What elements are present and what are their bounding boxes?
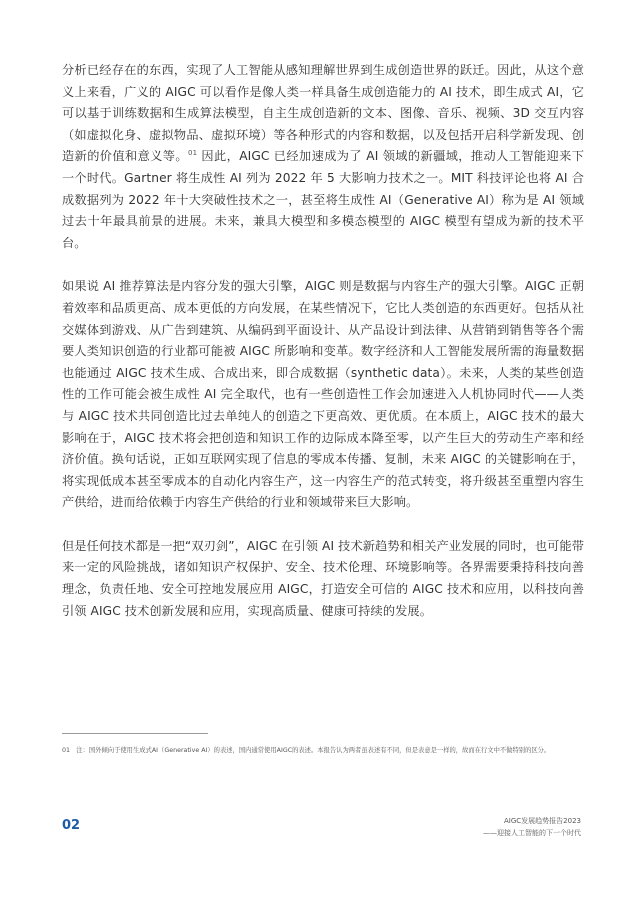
- paragraph-2: 如果说 AI 推荐算法是内容分发的强大引擎，AIGC 则是数据与内容生产的强大引擎。AIGC 正朝着效率和品质更高、成本更低的方向发展，在某些情况下，它比人类创造的东西更好。包括从社交媒体到游戏、从广告到建筑、从编码到平面设计、从产品设计到法律、从营销到销售等各个需要人类知识创造的行业都可能被 AIGC 所影响和变革。数字经济和人工智能发展所需的海量数据也能通过 AIGC 技术生成、合成出来，即合成数据（synthetic data）。未来，人类的某些创造性的工作可能会被生成性 AI 完全取代，也有一些创造性工作会加速进入人机协同时代——人类与 AIGC 技术共同创造比过去单纯人的创造之下更高效、更优质。在本质上，AIGC 技术的最大影响在于，AIGC 技术将会把创造和知识工作的边际成本降至零，以产生巨大的劳动生产率和经济价值。换句话说，正如互联网实现了信息的零成本传播、复制，未来 AIGC 的关键影响在于，将实现低成本甚至零成本的自动化内容生产，这一内容生产的范式转变，将升级甚至重塑内容生产供给，进而给依赖于内容生产供给的行业和领域带来巨大影响。: [62, 279, 584, 510]
- paragraph-1-text: 分析已经存在的东西，实现了人工智能从感知理解世界到生成创造世界的跃迁。因此，从这个意义上来看，广义的 AIGC 可以看作是像人类一样具备生成创造能力的 AI 技术，即生成式 AI，它可以基于训练数据和生成算法模型，自主生成创造新的文本、图像、音乐、视频、3D 交互内容（如虚拟化身、虚拟物品、虚拟环境）等各种形式的内容和数据，以及包括开启科学新发现、创造新的价值和意义等。: [62, 63, 584, 164]
- report-info: [483, 815, 581, 839]
- paragraph-1: [62, 60, 584, 254]
- footnote-reference[interactable]: 01: [188, 149, 198, 158]
- paragraph-1-text-continued: 因此，AIGC 已经加速成为了 AI 领域的新疆域，推动人工智能迎来下一个时代。Gartner 将生成性 AI 列为 2022 年 5 大影响力技术之一。MIT 科技评论也将 AI 合成数据列为 2022 年十大突破性技术之一，甚至将生成性 AI（Generative AI）称为是 AI 领域过去十年最具前景的进展。未来，兼具大模型和多模态模型的 AIGC 模型有望成为新的技术平台。: [62, 149, 584, 250]
- paragraph-3: 但是任何技术都是一把“双刃剑”，AIGC 在引领 AI 技术新趋势和相关产业发展的同时，也可能带来一定的风险挑战，诸如知识产权保护、安全、技术伦理、环境影响等。各界需要秉持科技向善理念，负责任地、安全可控地发展应用 AIGC，打造安全可信的 AIGC 技术和应用，以科技向善引领 AIGC 技术创新发展和应用，实现高质量、健康可持续的发展。: [62, 538, 584, 618]
- footnote-divider: [62, 733, 208, 734]
- report-title: AIGC发展趋势报告2023: [504, 817, 581, 825]
- footnote: 01 注：国外倾向于使用生成式AI（Generative AI）的表述，国内通常使用AIGC的表述。本报告认为两者虽表述有不同，但是表意是一样的，故而在行文中不做特别的区分。: [62, 747, 551, 754]
- report-subtitle: ——迎接人工智能的下一个时代: [483, 829, 581, 837]
- main-content: [62, 60, 584, 622]
- page-number: 02: [62, 818, 81, 833]
